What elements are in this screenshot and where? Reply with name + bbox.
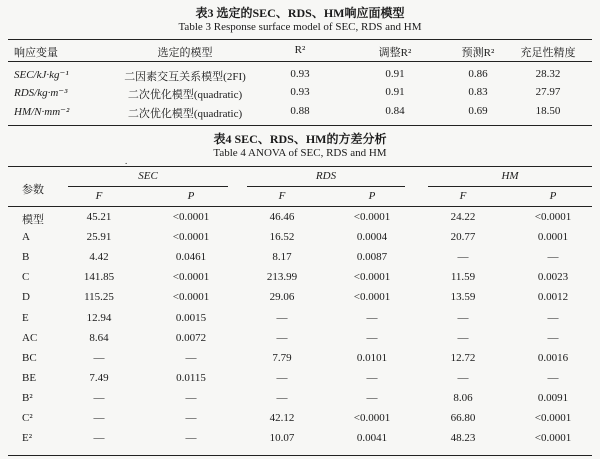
anova-value: —: [276, 372, 288, 384]
table3-cell: 0.84: [385, 105, 405, 117]
anova-value: <0.0001: [172, 291, 210, 303]
table3-cell: 0.86: [468, 68, 488, 80]
anova-value: —: [457, 251, 469, 263]
anova-value: —: [276, 332, 288, 344]
anova-value: —: [547, 332, 559, 344]
anova-value: 0.0461: [175, 251, 207, 263]
table3-title-zh: 表3 选定的SEC、RDS、HM响应面模型: [195, 6, 405, 20]
anova-value: 42.12: [269, 412, 295, 424]
anova-value: <0.0001: [172, 231, 210, 243]
anova-value: —: [93, 432, 105, 444]
sub-header-p: P: [187, 190, 195, 202]
anova-value: <0.0001: [534, 412, 572, 424]
anova-value: 7.79: [272, 352, 292, 364]
table3-cell: 二次优化模型(quadratic): [127, 89, 243, 101]
sub-header-p: P: [368, 190, 376, 202]
anova-value: —: [185, 412, 197, 424]
table3-cell: 0.93: [290, 68, 310, 80]
header-param: 参数: [22, 184, 44, 196]
anova-value: 24.22: [450, 211, 476, 223]
anova-value: —: [547, 251, 559, 263]
anova-value: —: [185, 432, 197, 444]
param-label: AC: [22, 332, 38, 344]
param-label: BC: [22, 352, 37, 364]
param-label: BE: [22, 372, 37, 384]
header-adj-r2: 调整R²: [378, 47, 412, 59]
table3-top-rule: [8, 39, 592, 40]
anova-value: 0.0016: [537, 352, 569, 364]
table3-cell: RDS/kg·m⁻³: [14, 87, 68, 99]
table3-cell: 0.69: [468, 105, 488, 117]
anova-value: <0.0001: [172, 271, 210, 283]
table3-cell: SEC/kJ·kg⁻¹: [14, 69, 69, 81]
anova-value: 16.52: [269, 231, 295, 243]
anova-value: 0.0023: [537, 271, 569, 283]
anova-value: 141.85: [83, 271, 115, 283]
anova-value: 46.46: [269, 211, 295, 223]
anova-value: —: [276, 312, 288, 324]
anova-value: —: [93, 412, 105, 424]
anova-value: 66.80: [450, 412, 476, 424]
anova-value: 0.0087: [356, 251, 388, 263]
sub-header-f: F: [95, 190, 103, 202]
group-hm: HM: [501, 170, 519, 182]
anova-value: —: [457, 332, 469, 344]
anova-value: <0.0001: [353, 412, 391, 424]
table4-bottom-rule: [8, 455, 592, 456]
anova-value: 213.99: [266, 271, 298, 283]
anova-value: —: [366, 392, 378, 404]
table3-cell: 二次优化模型(quadratic): [127, 108, 243, 120]
header-r2: R²: [294, 44, 306, 56]
param-label: A: [22, 231, 30, 243]
anova-value: —: [547, 312, 559, 324]
group-rule-hm: [428, 186, 592, 187]
anova-value: —: [93, 392, 105, 404]
anova-value: 13.59: [450, 291, 476, 303]
table4-title-en: Table 4 ANOVA of SEC, RDS and HM: [213, 147, 387, 159]
anova-value: 4.42: [89, 251, 109, 263]
anova-value: <0.0001: [353, 211, 391, 223]
table3-cell: 28.32: [535, 68, 561, 80]
header-pred-r2: 预测R²: [461, 47, 495, 59]
anova-value: <0.0001: [534, 432, 572, 444]
sub-header-f: F: [459, 190, 467, 202]
header-model: 选定的模型: [157, 47, 213, 59]
anova-value: —: [93, 352, 105, 364]
anova-value: 7.49: [89, 372, 109, 384]
anova-value: 0.0072: [175, 332, 207, 344]
anova-value: 48.23: [450, 432, 476, 444]
anova-value: <0.0001: [353, 291, 391, 303]
anova-value: 8.17: [272, 251, 292, 263]
anova-value: 0.0015: [175, 312, 207, 324]
anova-value: <0.0001: [353, 271, 391, 283]
group-sec: SEC: [138, 170, 158, 182]
table4-top-rule: [8, 166, 592, 167]
header-response-var: 响应变量: [14, 47, 58, 59]
anova-value: 0.0041: [356, 432, 388, 444]
anova-value: 45.21: [86, 211, 112, 223]
param-label: E: [22, 312, 29, 324]
anova-value: —: [276, 392, 288, 404]
param-label: E²: [22, 432, 33, 444]
anova-value: 0.0101: [356, 352, 388, 364]
group-rule-rds: [247, 186, 405, 187]
table3-cell: HM/N·mm⁻²: [14, 106, 70, 118]
anova-value: 25.91: [86, 231, 112, 243]
sub-header-p: P: [549, 190, 557, 202]
anova-value: 29.06: [269, 291, 295, 303]
anova-value: —: [547, 372, 559, 384]
anova-value: 10.07: [269, 432, 295, 444]
anova-value: 115.25: [84, 291, 114, 303]
param-label: C²: [22, 412, 33, 424]
anova-value: —: [366, 332, 378, 344]
anova-value: 0.0115: [176, 372, 206, 384]
anova-value: 12.72: [450, 352, 476, 364]
anova-value: —: [457, 372, 469, 384]
table3-header-rule: [8, 61, 592, 62]
anova-value: —: [185, 352, 197, 364]
table3-cell: 二因素交互关系模型(2FI): [124, 71, 246, 83]
anova-value: 11.59: [450, 271, 476, 283]
anova-value: <0.0001: [534, 211, 572, 223]
anova-value: 0.0004: [356, 231, 388, 243]
anova-value: 8.06: [453, 392, 473, 404]
table3-cell: 0.83: [468, 86, 488, 98]
anova-value: 0.0091: [537, 392, 569, 404]
anova-value: —: [185, 392, 197, 404]
table3-bottom-rule: [8, 125, 592, 126]
param-label: D: [22, 291, 30, 303]
anova-value: 0.0012: [537, 291, 569, 303]
stray-dot: .: [125, 156, 128, 166]
table3-cell: 0.91: [385, 86, 405, 98]
table3-title-en: Table 3 Response surface model of SEC, RDS and HM: [178, 21, 422, 33]
group-rule-sec: [68, 186, 228, 187]
anova-value: —: [366, 312, 378, 324]
table3-cell: 0.93: [290, 86, 310, 98]
param-label: 模型: [22, 214, 44, 226]
table3-cell: 18.50: [535, 105, 561, 117]
param-label: B²: [22, 392, 33, 404]
header-precision: 充足性精度: [520, 47, 576, 59]
table3-cell: 27.97: [535, 86, 561, 98]
param-label: B: [22, 251, 30, 263]
anova-value: 8.64: [89, 332, 109, 344]
anova-value: <0.0001: [172, 211, 210, 223]
group-rds: RDS: [315, 170, 337, 182]
anova-value: —: [457, 312, 469, 324]
table3-cell: 0.91: [385, 68, 405, 80]
param-label: C: [22, 271, 30, 283]
anova-value: 0.0001: [537, 231, 569, 243]
anova-value: —: [366, 372, 378, 384]
table4-title-zh: 表4 SEC、RDS、HM的方差分析: [213, 132, 387, 146]
sub-header-f: F: [278, 190, 286, 202]
anova-value: 12.94: [86, 312, 112, 324]
table4-header-rule: [8, 206, 592, 207]
table3-cell: 0.88: [290, 105, 310, 117]
anova-value: 20.77: [450, 231, 476, 243]
